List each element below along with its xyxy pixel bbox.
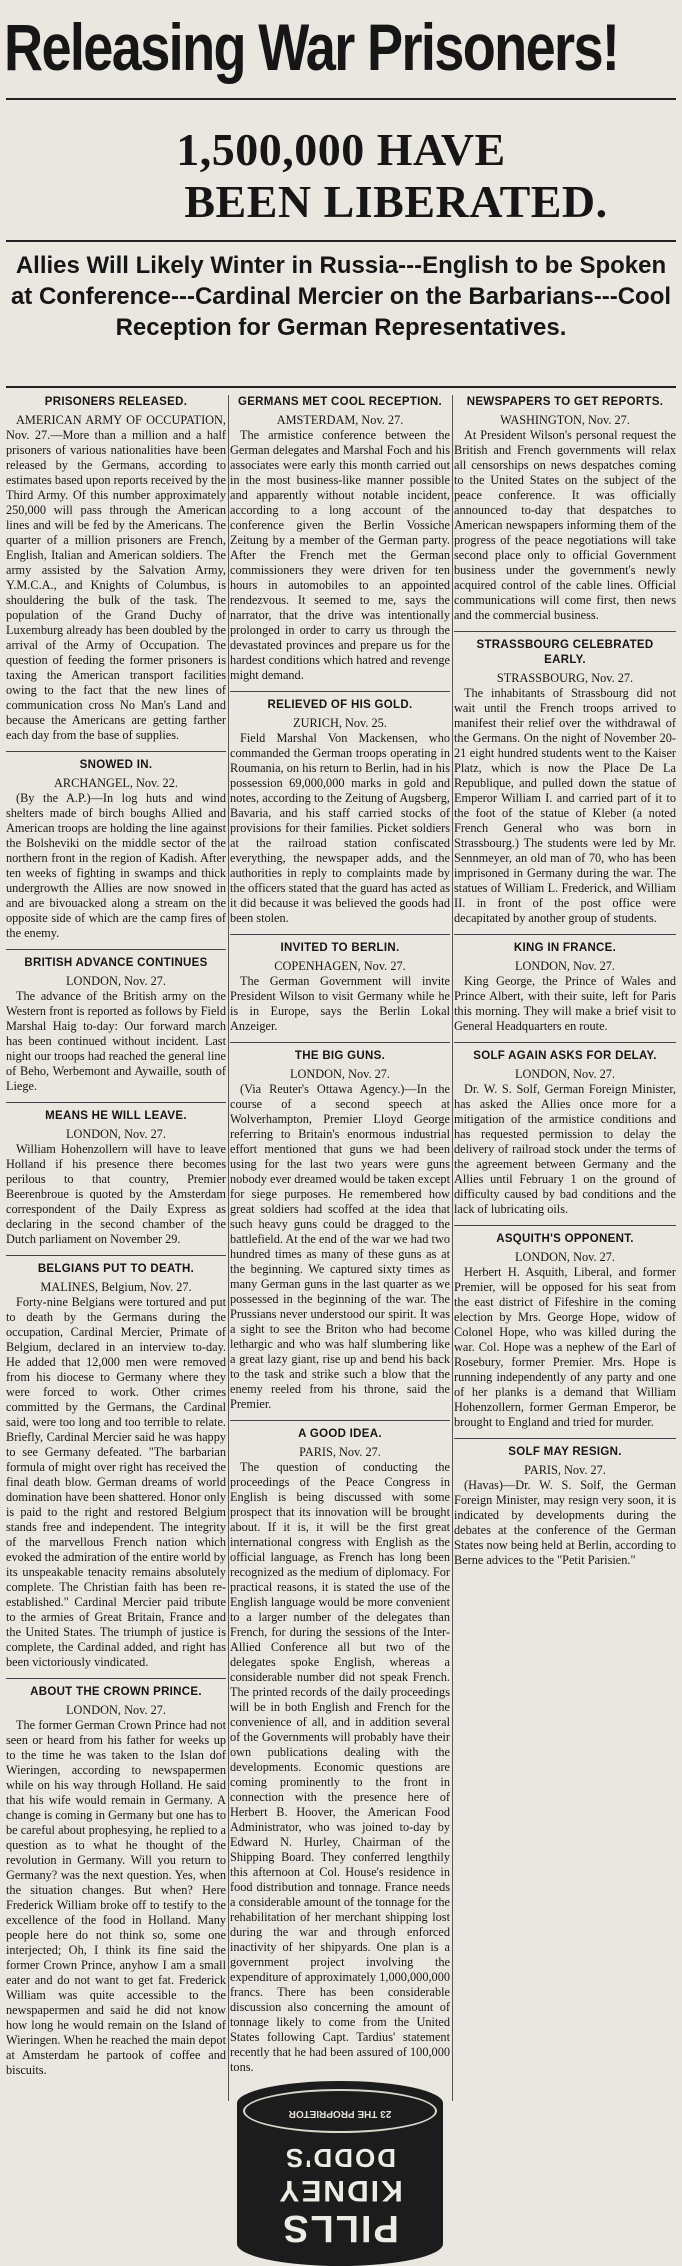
advertisement-dodds-kidney-pills xyxy=(237,2081,443,2266)
article-dateline: PARIS, Nov. 27. xyxy=(299,1445,381,1459)
column-1 xyxy=(6,395,226,2101)
article-heading: A GOOD IDEA. xyxy=(230,1420,450,1442)
article-dateline: WASHINGTON, Nov. 27. xyxy=(500,413,630,427)
article-dateline: LONDON, Nov. 27. xyxy=(290,1067,390,1081)
article-heading: BRITISH ADVANCE CONTINUES xyxy=(6,949,226,971)
advertisement-line: DODD'S xyxy=(283,2143,397,2173)
article-text: The advance of the British army on the Western front is reported as follows by Field Marshal Haig to-day: Our forward march has been continued without incident. Last night our troops had reached the general line of Beho, Werbemont and Aywaille, south of Liege. xyxy=(6,989,226,1093)
article-heading: SNOWED IN. xyxy=(6,751,226,773)
article-dateline: STRASSBOURG, Nov. 27. xyxy=(496,671,634,685)
article-text: William Hohenzollern will have to leave Holland if his presence there becomes perilous to that country, Premier Beerenbroue is quoted by the Amsterdam correspondent of the Daily Express as declaring in the second chamber of the Dutch parliament on November 29. xyxy=(6,1142,226,1246)
advertisement-line: KIDNEY xyxy=(277,2174,403,2207)
column-2 xyxy=(230,395,450,2249)
article-heading: SOLF AGAIN ASKS FOR DELAY. xyxy=(454,1042,676,1064)
article-dateline: MALINES, Belgium, Nov. 27. xyxy=(40,1280,192,1294)
article-heading: STRASSBOURG CELEBRATED EARLY. xyxy=(454,631,676,668)
main-headline: Releasing War Prisoners! xyxy=(4,10,619,84)
article-heading: KING IN FRANCE. xyxy=(454,934,676,956)
article-heading: PRISONERS RELEASED. xyxy=(44,396,188,408)
article-dateline: LONDON, Nov. 27. xyxy=(515,1250,615,1264)
article-text: The former German Crown Prince had not seen or heard from his father for weeks up to the time he was taken to the Islan dof Wieringen, according to newspapermen while on his way through Holland. He said that his wife would remain in Germany. A change is coming in Germany but one has to be careful about prophesying, he replied to a question as to what he thought of the revolution in Germany. Will you return to Germany? was the next question. Yes, when the situation changes. But when? Here Frederick William broke off to testify to the excellence of the food in Holland. Many people here do not think so, some one interjected; Oh, I think its fine said the former Crown Prince, anyhow I am a small eater and do not want to get fat. Frederick William was quite accessible to the newspapermen and said he did not know how long he would remain on the Island of Wieringen. When he reached the main depot at Amsterdam he partook of coffee and biscuits. xyxy=(6,1718,226,2077)
article-heading: SOLF MAY RESIGN. xyxy=(454,1438,676,1460)
column-3 xyxy=(454,395,676,2101)
article-heading: NEWSPAPERS TO GET REPORTS. xyxy=(466,396,664,408)
subheadline-line-1: 1,500,000 HAVE xyxy=(176,124,506,175)
article-text: (By the A.P.)—In log huts and wind shelters made of birch boughs Allied and American troops are holding the line against the Bolsheviki on the middle sector of the northern front in the region of Kadish. After ten weeks of fighting in swamps and thick undergrowth the Allies are now snowed in and are bivouacked along a stream on the opposite side of which are the camp fires of the enemy. xyxy=(6,791,226,940)
article-text: At President Wilson's personal request the British and French governments will relax all censorships on news despatches coming to the United States on the subject of the peace conference. It was officially announced to-day that despatches to American newspapers informing them of the progress of the peace negotiations will take second place only to official Government business under the government's newly acquired control of the cable lines. Official communications will come first, then news and the commercial business. xyxy=(454,428,676,622)
advertisement-brand xyxy=(237,2143,443,2249)
article-text: Dr. W. S. Solf, German Foreign Minister, has asked the Allies once more for a mitigation of the armistice conditions and has requested permission to delay the delivery of railroad stock under the terms of the agreement between Germany and the Allies until February 1 on the ground of difficulty caused by bad conditions and the lack of lubricating oils. xyxy=(454,1082,676,1216)
article-dateline: LONDON, Nov. 27. xyxy=(66,974,166,988)
subheadline-rule xyxy=(6,240,676,242)
deck-rule xyxy=(6,386,676,388)
column-divider xyxy=(452,395,453,2101)
article-text: The question of conducting the proceedings of the Peace Congress in English is being discussed with some prospect that its innovation will be brought about. If it is, it will be the first great international congress with English as the official language, as French has long been recognized as the medium of diplomacy. For practical reasons, it is stated the use of the English language would be more convenient to a larger number of the delegates than French, for during the sessions of the Inter-Allied Conference all but two of the delegates spoke English, whereas a considerable number did not speak French. The printed records of the daily proceedings will be in both English and French for the convenience of all, and in addition several of the Governments will probably have their own publications dealing with the developments. Economic questions are coming prominently to the front in connection with the presence here of Herbert B. Hoover, the American Food Administrator, who was joined to-day by Edward N. Hurley, Chairman of the Shipping Board. They conferred lengthily this afternoon at Col. House's residence in food distribution and tonnage. France needs a considerable amount of the tonnage for the rehabilitation of her merchant shipping lost during the war and through enforced inactivity of her shipyards. One plan is a government project involving the expenditure of approximately 1,000,000,000 francs. There has been considerable discussion also concerning the amount of tonnage likely to come from the United States following Capt. Tardius' statement recently that he had been assured of 100,000 tons. xyxy=(230,1460,450,2074)
article-dateline: PARIS, Nov. 27. xyxy=(524,1463,606,1477)
article-text: The armistice conference between the German delegates and Marshal Foch and his associates were early this month carried out in the most business-like manner possible and apparently without notable incident, according to a long account of the conference given the Berlin Vossiche Zeitung by a member of the German party. After the French met the German commissioners they were driven for ten hours in automobiles to an appointed rendezvous. It seemed to me, says the narrator, that the drive was intentionally prolonged in order to carry us through the devastated provinces and prepare us for the hardest conditions which hatred and revenge might demand. xyxy=(230,428,450,682)
advertisement-band-text: 23 THE PROPRIETOR xyxy=(243,2089,437,2133)
article-dateline: ARCHANGEL, Nov. 22. xyxy=(54,776,178,790)
headline-rule xyxy=(6,98,676,100)
article-text: (Havas)—Dr. W. S. Solf, the German Foreign Minister, may resign very soon, it is indicated by developments during the debates at the conference of the German States now being held at Berlin, according to Berne advices to the "Petit Parisien." xyxy=(454,1478,676,1567)
article-text: (Via Reuter's Ottawa Agency.)—In the course of a second speech at Wolverhampton, Premier Lloyd George referring to Britain's enormous industrial effort mentioned that guns we had been using for the last two years were guns nobody ever dreamed would be taken except for siege purposes. He remembered how great soldiers had scoffed at the idea that such heavy guns could be dragged to the battlefield. At the end of the war we had two hundred times as many of these guns as at the beginning. We captured sixty times as many German guns in the last quarter as we possessed in the beginning of the war. The Prussians never understood our spirit. It was a sight to see the Briton who had become lethargic and who was half slumbering like a great lazy giant, rise up and bend his back to the task and strike such a blow that the enemy reeled from his throne, said the Premier. xyxy=(230,1082,450,1411)
article-text: AMERICAN ARMY OF OCCUPATION, Nov. 27.—More than a million and a half prisoners of various nationalities have been released by the Germans, according to estimates based upon reports received by the Third Army. Of this number approximately 250,000 will pass through the American lines and will be fed by the Americans. The quarter of a million prisoners are French, English, Italian and American soldiers. The army assisted by the Salvation Army, Y.M.C.A., and Knights of Columbus, is shouldering the bulk of the task. The population of the Grand Duchy of Luxemburg already has been doubled by the arrival of the Army of Occupation. The question of feeding the former prisoners is taxing the American transport facilities owing to the fact that the new lines of communication cross No Man's Land and because the Americans are getting farther each day from the base of supplies. xyxy=(6,413,226,742)
article-heading: ASQUITH'S OPPONENT. xyxy=(454,1225,676,1247)
article-text: King George, the Prince of Wales and Prince Albert, with their suite, left for Paris this morning. They will make a brief visit to General Headquarters en route. xyxy=(454,974,676,1033)
article-dateline: LONDON, Nov. 27. xyxy=(515,1067,615,1081)
article-dateline: AMSTERDAM, Nov. 27. xyxy=(276,413,404,427)
article-heading: MEANS HE WILL LEAVE. xyxy=(6,1102,226,1124)
deck-headline: Allies Will Likely Winter in Russia---English to be Spoken at Conference---Cardinal Mercier on the Barbarians---Cool Reception for German Representatives. xyxy=(10,252,672,341)
subheadline-line-2: BEEN LIBERATED. xyxy=(184,176,608,227)
article-dateline: ZURICH, Nov. 25. xyxy=(293,716,387,730)
article-dateline: LONDON, Nov. 27. xyxy=(66,1703,166,1717)
article-text: Field Marshal Von Mackensen, who commanded the German troops operating in Roumania, on his return to Berlin, had in his possession 69,000,000 marks in gold and notes, according to the Zeitung of Augsberg, Bavaria, and his staff carried stocks of provisions for their families. Picket soldiers at the railroad station confiscated everything, the newspaper adds, and the authorities in reply to complaints made by the officers stated that the guard has acted as it did because it was believed the goods had been stolen. xyxy=(230,731,450,925)
article-heading: RELIEVED OF HIS GOLD. xyxy=(230,691,450,713)
advertisement-line: PILLS xyxy=(281,2207,399,2249)
article-dateline: COPENHAGEN, Nov. 27. xyxy=(274,959,406,973)
article-dateline: LONDON, Nov. 27. xyxy=(515,959,615,973)
article-heading: INVITED TO BERLIN. xyxy=(230,934,450,956)
article-heading: GERMANS MET COOL RECEPTION. xyxy=(237,396,443,408)
article-heading: ABOUT THE CROWN PRINCE. xyxy=(6,1678,226,1700)
article-text: The German Government will invite President Wilson to visit Germany while he is in Europe, says the Berlin Lokal Anzeiger. xyxy=(230,974,450,1033)
article-dateline: LONDON, Nov. 27. xyxy=(66,1127,166,1141)
article-text: The inhabitants of Strassbourg did not wait until the French troops arrived to manifest their relief over the withdrawal of the Germans. On the night of November 20-21 eight hundred students went to the Kaiser Platz, which is now the Place De La Republique, and pulled down the statue of Emperor William I. and carried part of it to the foot of the statue of Kleber (a noted French General who was born in Strassbourg.) The students were led by Mr. Sennmeyer, an old man of 70, who has been imprisoned in Germany during the war. The statues of William L. Frederick, and William II. in front of the post office were decapitated by another group of students. xyxy=(454,686,676,925)
article-columns xyxy=(6,395,676,2249)
article-heading: BELGIANS PUT TO DEATH. xyxy=(6,1255,226,1277)
subheadline xyxy=(4,124,678,232)
column-divider xyxy=(228,395,229,2101)
article-heading: THE BIG GUNS. xyxy=(230,1042,450,1064)
article-text: Herbert H. Asquith, Liberal, and former Premier, will be opposed for his seat from the east district of Fifeshire in the coming election by Mrs. George Hope, widow of Colonel Hope, who was killed during the war. Col. Hope was a nephew of the Earl of Rosebury, former Premier. Mrs. Hope is running independently of any party and one of her planks is a demand that William Hohenzollern, former German Emperor, be brought to England and tried for murder. xyxy=(454,1265,676,1429)
article-text: Forty-nine Belgians were tortured and put to death by the Germans during the occupation, Cardinal Mercier, Primate of Belgium, declared in an interview to-day. He added that 12,000 men were removed from his diocese to Germany where they were forced to work. Other crimes committed by the Germans, the Cardinal said, were too long and too terrible to relate. Briefly, Cardinal Mercier said he was happy to see Germany defeated. "The barbarian formula of might over right has received the final death blow. German dreams of world domination have been shattered. Honor only is paid to the right and restored Belgium stands free and independent. The integrity of the marvellous French nation which evoked the admiration of the entire world by its unspeakable tenacity remains absolutely complete. The Christian faith has been re-established." Cardinal Mercier paid tribute to the armies of Great Britain, France and the United States. The triumph of justice is complete, the Cardinal added, and right has been victoriously vindicated. xyxy=(6,1295,226,1669)
